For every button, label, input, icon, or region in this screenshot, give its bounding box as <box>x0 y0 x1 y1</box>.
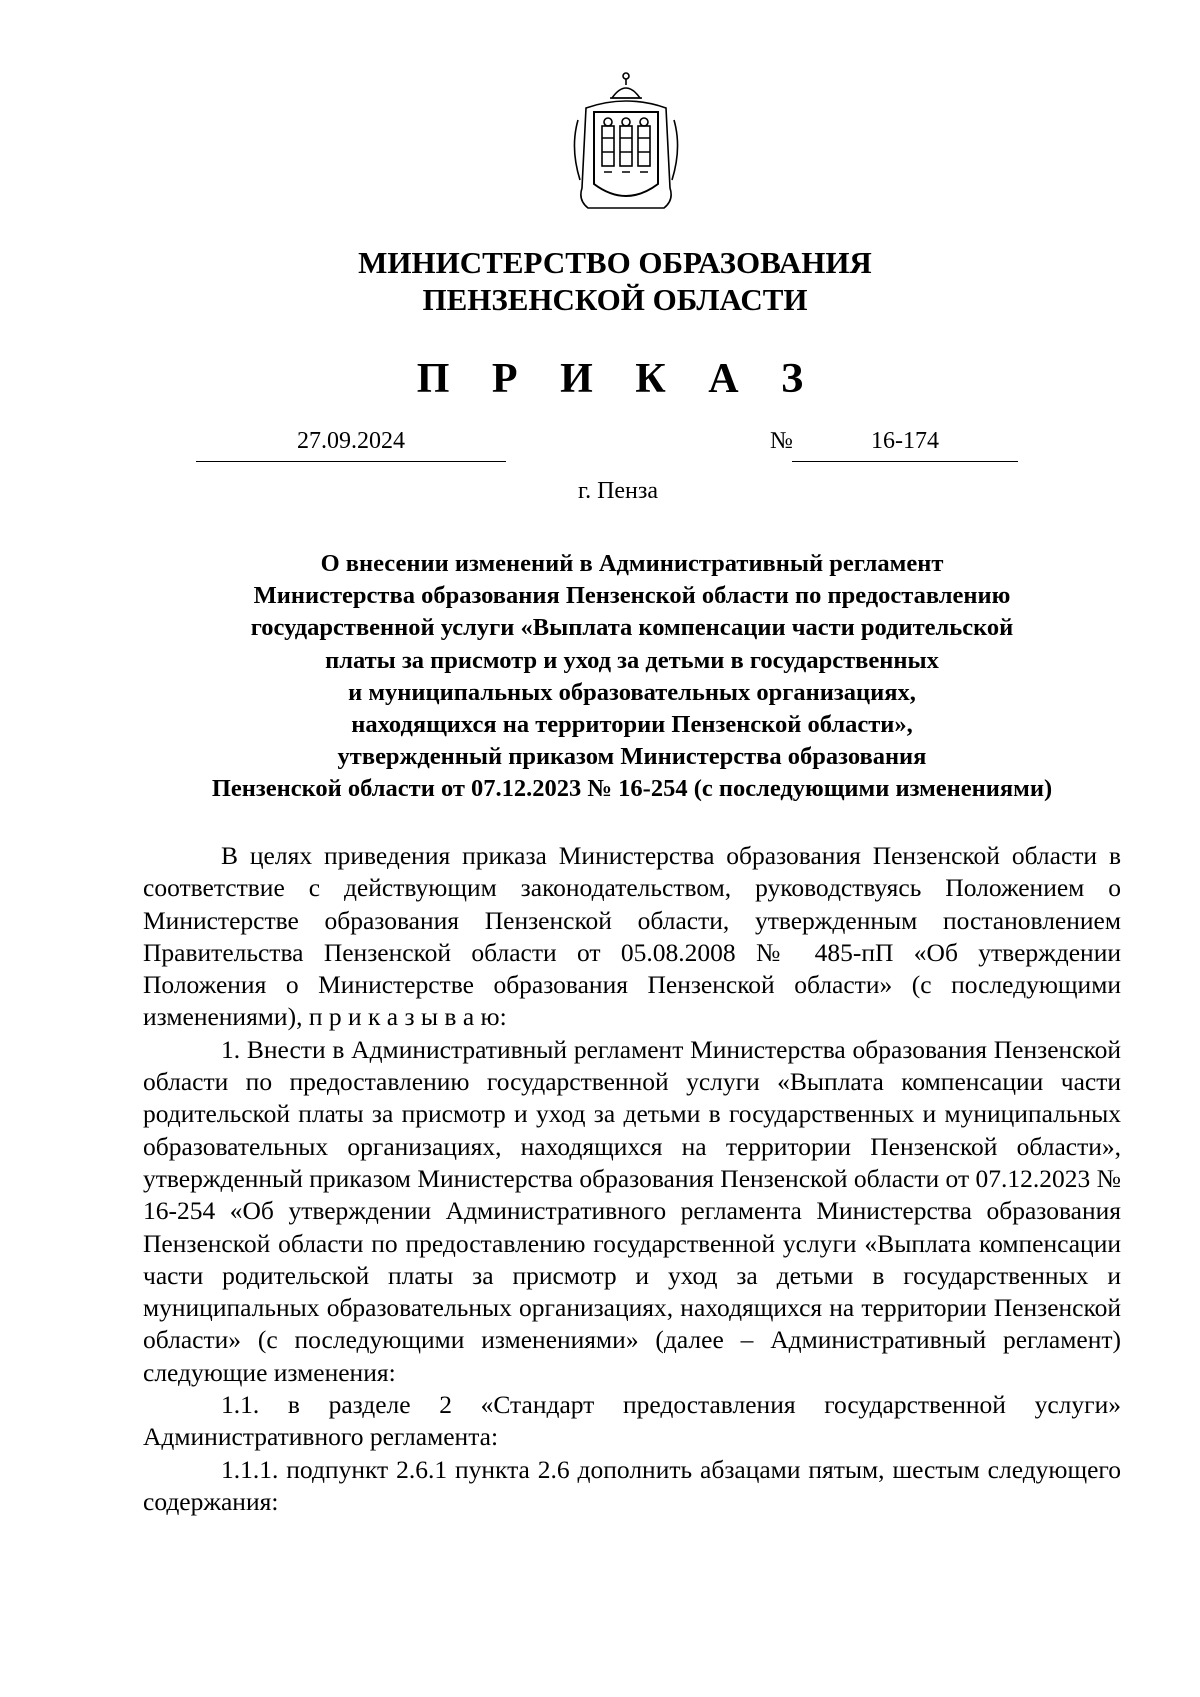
heading-line: О внесении изменений в Административный регламент <box>320 550 944 577</box>
body-paragraph: В целях приведения приказа Министерства образования Пензенской области в соответствие с действующим законодательством, руководствуясь Положением о Министерстве образования Пензенской области, утвержденным постановлением Правительства Пензенской области от 05.08.2008 № 485-пП «Об утверждении Положения о Министерстве образования Пензенской области» (с последующими изменениями), п р и к а з ы в а ю: <box>143 841 1121 1032</box>
document-type-title: П Р И К А З <box>416 356 820 402</box>
ministry-name-line: ПЕНЗЕНСКОЙ ОБЛАСТИ <box>422 282 808 317</box>
heading-line: Пензенской области от 07.12.2023 № 16-254 (с последующими изменениями) <box>211 775 1053 803</box>
order-city: г. Пенза <box>577 478 659 504</box>
heading-line: государственной услуги «Выплата компенсации части родительской <box>250 614 1014 642</box>
body-paragraph: 1. Внести в Административный регламент Министерства образования Пензенской области по предоставлению государственной услуги «Выплата компенсации части родительской платы за присмотр и уход за детьми в государственных и муниципальных образовательных организациях, находящихся на территории Пензенской области», утвержденный приказом Министерства образования Пензенской области от 07.12.2023 № 16-254 «Об утверждении Административного регламента Министерства образования Пензенской области по предоставлению государственной услуги «Выплата компенсации части родительской платы за присмотр и уход за детьми в государственных и муниципальных образовательных организациях, находящихся на территории Пензенской области» (с последующими изменениями» (далее – Административный регламент) следующие изменения: <box>143 1034 1121 1387</box>
body-paragraph: 1.1.1. подпункт 2.6.1 пункта 2.6 дополнить абзацами пятым, шестым следующего содержания: <box>143 1454 1121 1516</box>
heading-line: утвержденный приказом Министерства образования <box>337 743 927 771</box>
heading-line: Министерства образования Пензенской области по предоставлению <box>253 582 1011 610</box>
order-body <box>143 840 1121 1518</box>
order-date: 27.09.2024 <box>196 428 506 462</box>
penza-region-coat-of-arms-icon <box>566 68 686 216</box>
heading-line: и муниципальных образовательных организациях, <box>348 678 916 706</box>
order-heading <box>142 548 1122 806</box>
ministry-name-line: МИНИСТЕРСТВО ОБРАЗОВАНИЯ <box>358 245 872 280</box>
body-paragraph: 1.1. в разделе 2 «Стандарт предоставления государственной услуги» Административного регламента: <box>143 1390 1121 1452</box>
ministry-name <box>0 244 1200 318</box>
heading-line: платы за присмотр и уход за детьми в государственных <box>325 646 939 674</box>
number-sign: № <box>770 428 793 454</box>
order-number: 16-174 <box>792 428 1018 462</box>
heading-line: находящихся на территории Пензенской области», <box>351 711 913 739</box>
